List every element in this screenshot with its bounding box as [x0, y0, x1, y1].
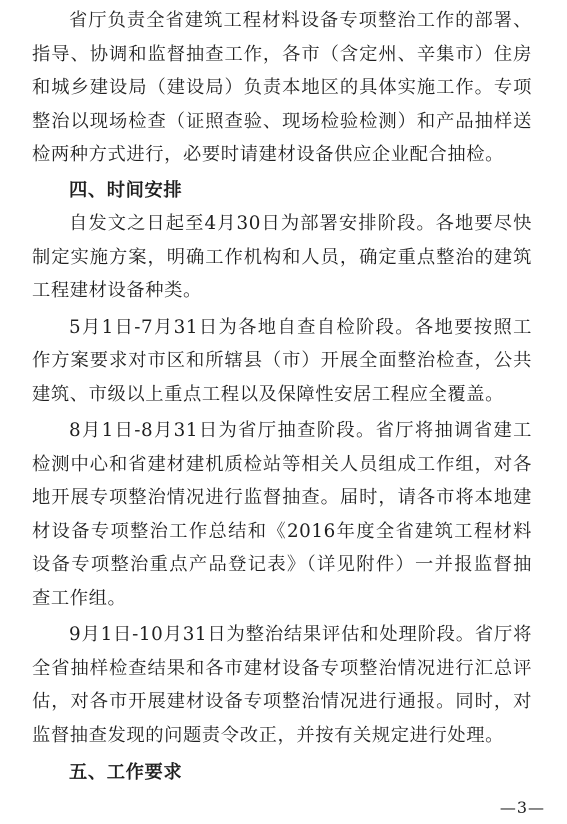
paragraph-responsibilities: 省厅负责全省建筑工程材料设备专项整治工作的部署、指导、协调和监督抽查工作，各市（含定州、辛集市）住房和城乡建设局（建设局）负责本地区的具体实施工作。专项整治以现场检查（证照查验、现场检验检测）和产品抽样送检两种方式进行，必要时请建材设备供应企业配合抽检。	[32, 10, 532, 165]
paragraph-evaluation-phase: 9月1日-10月31日为整治结果评估和处理阶段。省厅将全省抽样检查结果和各市建材设备专项整治情况进行汇总评估，对各市开展建材设备专项整治情况进行通报。同时，对监督抽查发现的问题责令改正，并按有关规定进行处理。	[32, 624, 532, 746]
paragraph-spot-check-phase: 8月1日-8月31日为省厅抽查阶段。省厅将抽调省建工检测中心和省建材建机质检站等相关人员组成工作组，对各地开展专项整治情况进行监督抽查。届时，请各市将本地建材设备专项整治工作总结和《2016年度全省建筑工程材料设备专项整治重点产品登记表》（详见附件）一并报监督抽查工作组。	[32, 420, 532, 609]
section-heading-schedule: 四、时间安排	[69, 179, 183, 201]
page-number: —3—	[499, 798, 545, 817]
section-heading-requirements: 五、工作要求	[69, 762, 183, 783]
document-body	[32, 4, 532, 790]
paragraph-deployment-phase: 自发文之日起至4月30日为部署安排阶段。各地要尽快制定实施方案，明确工作机构和人员，确定重点整治的建筑工程建材设备种类。	[32, 213, 532, 301]
paragraph-self-inspection-phase: 5月1日-7月31日为各地自查自检阶段。各地要按照工作方案要求对市区和所辖县（市）开展全面整治检查，公共建筑、市级以上重点工程以及保障性安居工程应全覆盖。	[32, 316, 532, 405]
